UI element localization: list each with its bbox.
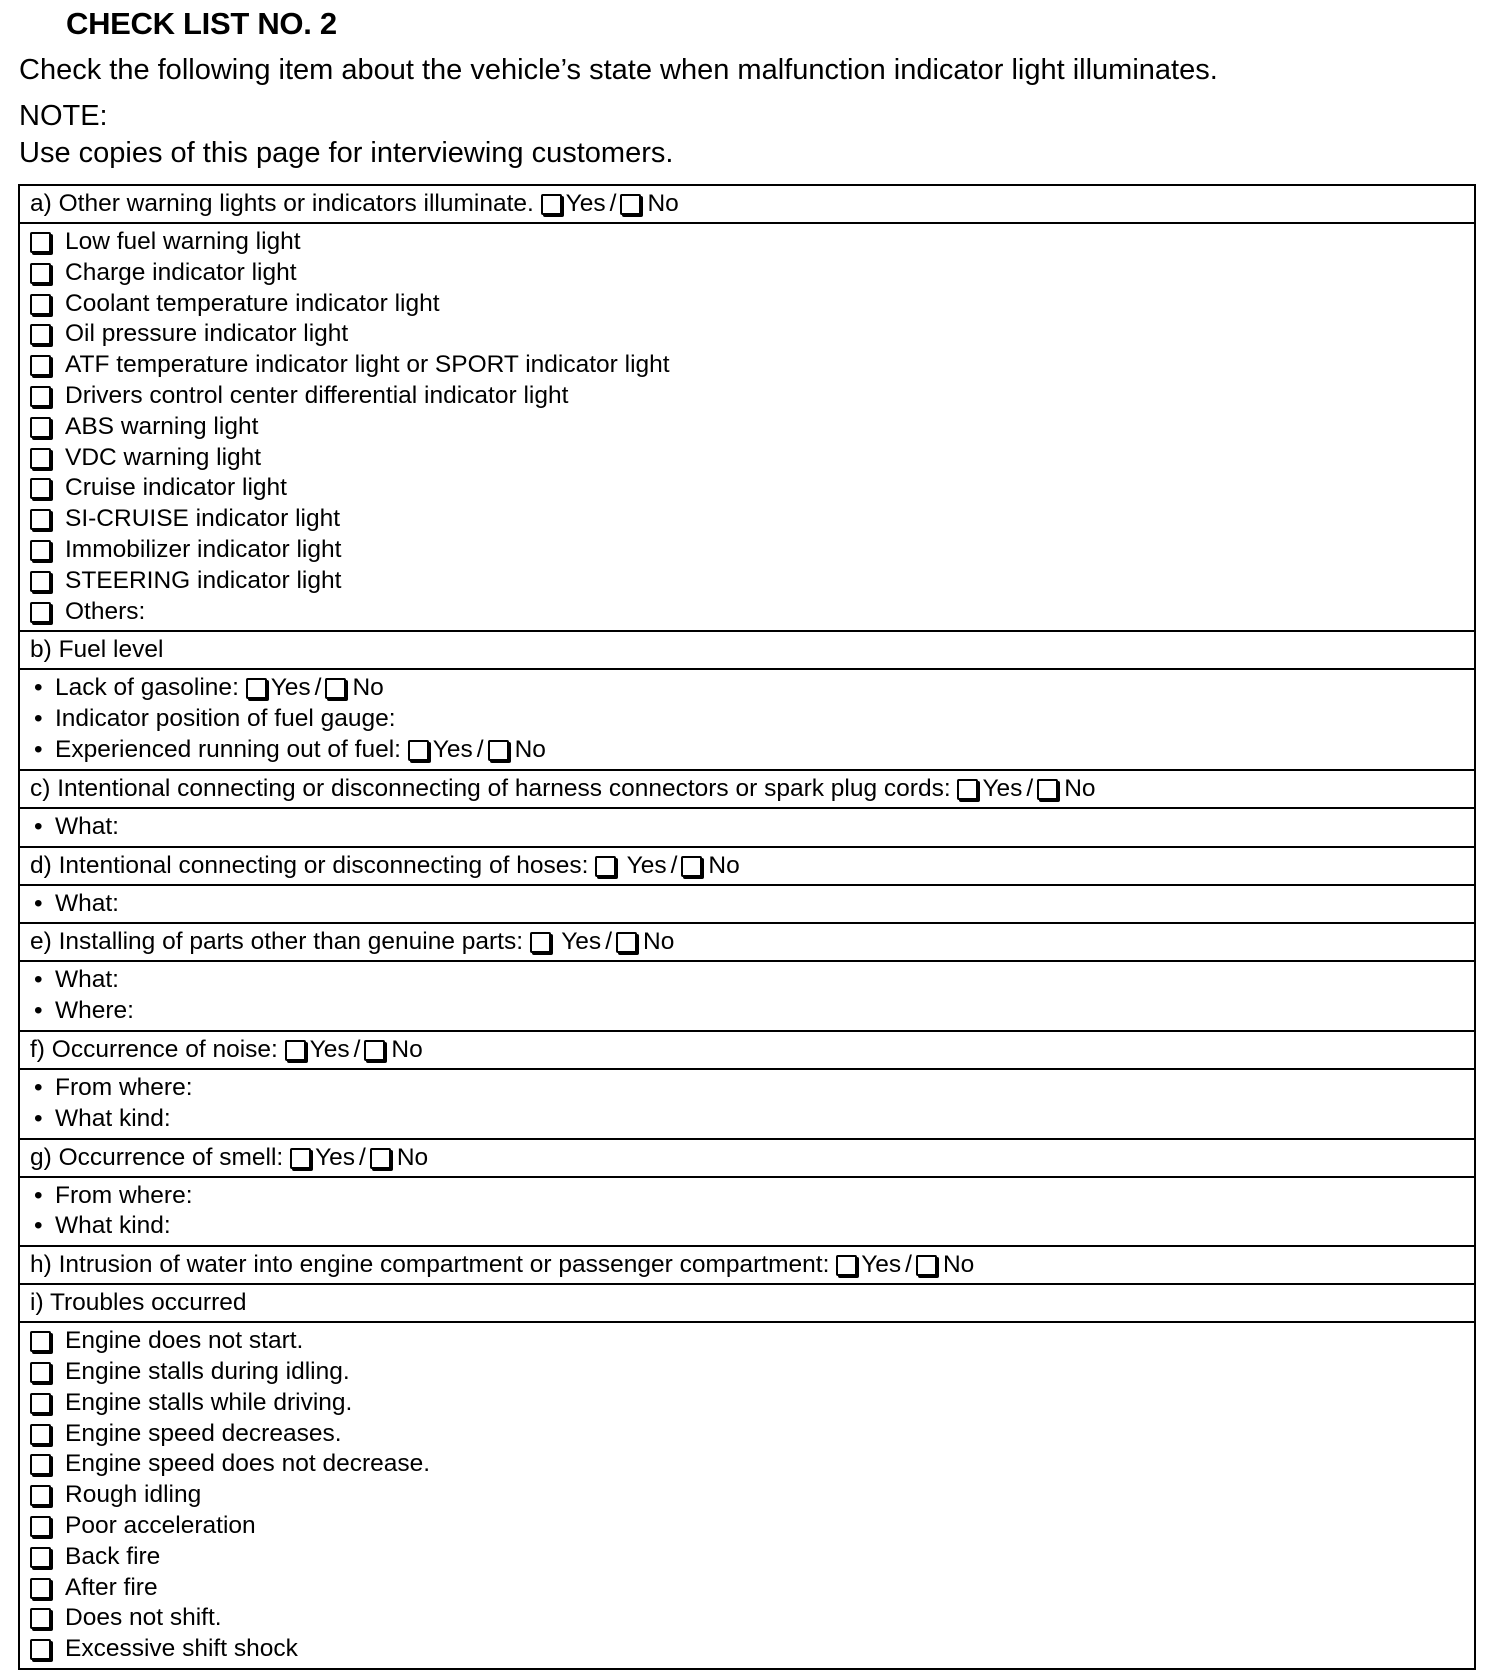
checklist-form (18, 184, 1476, 1670)
item-label: Experienced running out of fuel: (55, 735, 401, 763)
item-label: STEERING indicator light (65, 566, 342, 594)
list-item (30, 1542, 1464, 1573)
section-a-title: a) Other warning lights or indicators illuminate. (30, 190, 534, 217)
item-label: Does not shift. (65, 1604, 222, 1632)
bullet-icon: • (34, 1104, 43, 1132)
bullet-icon: • (34, 889, 43, 917)
section-f-header: f) Occurrence of noise: Yes / No (20, 1032, 1474, 1070)
bullet-icon: • (34, 1212, 43, 1240)
list-item (30, 1388, 1464, 1419)
list-item (30, 1449, 1464, 1480)
item-label: Poor acceleration (65, 1511, 256, 1539)
item-label: What kind: (55, 1104, 171, 1132)
item-label: SI-CRUISE indicator light (65, 505, 341, 533)
yes-label: Yes (982, 774, 1023, 802)
section-h-yes-checkbox[interactable] (836, 1255, 857, 1276)
list-item (30, 812, 1464, 843)
no-label: No (643, 928, 675, 956)
section-a-list (20, 224, 1474, 632)
section-h-no-checkbox[interactable] (916, 1255, 937, 1276)
no-label: No (352, 674, 384, 702)
bullet-icon: • (34, 674, 43, 702)
no-label: No (708, 851, 740, 879)
section-i-title: i) Troubles occurred (30, 1289, 247, 1317)
section-c-no-checkbox[interactable] (1037, 779, 1058, 800)
checkbox[interactable] (30, 1331, 51, 1352)
section-f-no-checkbox[interactable] (364, 1040, 385, 1061)
yes-label: Yes (565, 190, 606, 217)
list-item (30, 504, 1464, 535)
checkbox[interactable] (30, 448, 51, 469)
section-e-header: e) Installing of parts other than genuine parts: Yes / No (20, 924, 1474, 962)
list-item (30, 473, 1464, 504)
section-c-list (20, 809, 1474, 848)
bullet-icon: • (34, 966, 43, 994)
list-item (30, 535, 1464, 566)
list-item (30, 597, 1464, 628)
list-item (30, 289, 1464, 320)
list-item (30, 566, 1464, 597)
no-label: No (647, 190, 679, 217)
note-text: Use copies of this page for interviewing customers. (19, 137, 674, 169)
no-label: No (396, 1143, 429, 1171)
bullet-icon: • (34, 812, 43, 840)
item-label: Engine stalls during idling. (65, 1357, 350, 1385)
list-item (30, 1603, 1464, 1634)
section-c-title: c) Intentional connecting or disconnecting of harness connectors or spark plug cords: (30, 774, 951, 802)
section-g-title: g) Occurrence of smell: (30, 1143, 284, 1171)
item-label: What kind: (55, 1212, 171, 1240)
item-label: Engine does not start. (65, 1327, 304, 1355)
ran-out-yes-checkbox[interactable] (408, 740, 429, 761)
checkbox[interactable] (30, 1547, 51, 1568)
bullet-icon: • (34, 997, 43, 1025)
section-g-no-checkbox[interactable] (370, 1148, 391, 1169)
checkbox[interactable] (30, 232, 51, 253)
section-e-list (20, 962, 1474, 1032)
checkbox[interactable] (30, 1485, 51, 1506)
list-item (30, 1634, 1464, 1665)
list-item (30, 443, 1464, 474)
item-label: From where: (55, 1073, 193, 1101)
item-label: Lack of gasoline: (55, 674, 239, 702)
list-item (30, 1211, 1464, 1242)
item-label: Cruise indicator light (65, 474, 287, 502)
yes-label: Yes (270, 674, 311, 702)
lack-gasoline-yes-checkbox[interactable] (246, 678, 267, 699)
list-item (30, 1511, 1464, 1542)
list-item (30, 996, 1464, 1027)
list-item (30, 319, 1464, 350)
checkbox[interactable] (30, 386, 51, 407)
list-item (30, 965, 1464, 996)
section-h-title: h) Intrusion of water into engine compartment or passenger compartment: (30, 1251, 830, 1279)
item-label: What: (55, 889, 119, 917)
checkbox[interactable] (30, 509, 51, 530)
section-b-header (20, 632, 1474, 670)
section-d-yes-checkbox[interactable] (595, 856, 616, 877)
checkbox[interactable] (30, 1362, 51, 1383)
item-label: Where: (55, 997, 134, 1025)
checkbox[interactable] (30, 1393, 51, 1414)
yes-label: Yes (315, 1143, 356, 1171)
note-label: NOTE: (19, 100, 108, 132)
list-item (30, 1326, 1464, 1357)
bullet-icon: • (34, 1181, 43, 1209)
yes-label: Yes (561, 928, 602, 956)
section-d-no-checkbox[interactable] (681, 856, 702, 877)
section-a-header: a) Other warning lights or indicators illuminate. Yes / No (20, 186, 1474, 224)
list-item (30, 1073, 1464, 1104)
list-item (30, 227, 1464, 258)
item-label: After fire (65, 1573, 158, 1601)
section-f-title: f) Occurrence of noise: (30, 1035, 278, 1063)
section-i-header (20, 1285, 1474, 1323)
item-label: Engine speed does not decrease. (65, 1450, 431, 1478)
item-label: Back fire (65, 1542, 161, 1570)
checkbox[interactable] (30, 417, 51, 438)
item-label: VDC warning light (65, 443, 262, 471)
list-item (30, 1181, 1464, 1212)
list-item: • Experienced running out of fuel: Yes / No (30, 735, 1464, 766)
list-item (30, 381, 1464, 412)
checkbox[interactable] (30, 602, 51, 623)
checkbox[interactable] (30, 1608, 51, 1629)
bullet-icon: • (34, 705, 43, 733)
yes-label: Yes (432, 735, 473, 763)
section-h-header: h) Intrusion of water into engine compartment or passenger compartment: Yes / No (20, 1247, 1474, 1285)
bullet-icon: • (34, 1073, 43, 1101)
item-label: From where: (55, 1181, 193, 1209)
section-e-no-checkbox[interactable] (616, 932, 637, 953)
list-item (30, 412, 1464, 443)
section-d-title: d) Intentional connecting or disconnecting of hoses: (30, 851, 589, 879)
bullet-icon: • (34, 735, 43, 763)
checkbox[interactable] (30, 324, 51, 345)
item-label: Charge indicator light (65, 258, 297, 286)
item-label: Others: (65, 597, 146, 625)
item-label: Engine speed decreases. (65, 1419, 342, 1447)
checkbox[interactable] (30, 355, 51, 376)
list-item (30, 1104, 1464, 1135)
ran-out-no-checkbox[interactable] (488, 740, 509, 761)
checkbox[interactable] (30, 294, 51, 315)
page-title: CHECK LIST NO. 2 (66, 6, 337, 41)
item-label: Oil pressure indicator light (65, 320, 349, 348)
section-a-yes-checkbox[interactable] (541, 194, 562, 215)
item-label: Drivers control center differential indicator light (65, 381, 569, 409)
item-label: Low fuel warning light (65, 228, 301, 255)
list-item (30, 350, 1464, 381)
list-item (30, 889, 1464, 920)
no-label: No (942, 1251, 975, 1279)
section-b-title: b) Fuel level (30, 636, 164, 664)
item-label: Coolant temperature indicator light (65, 289, 440, 317)
list-item (30, 704, 1464, 735)
section-e-title: e) Installing of parts other than genuine parts: (30, 928, 524, 956)
checkbox[interactable] (30, 1454, 51, 1475)
yes-label: Yes (626, 851, 667, 879)
item-label: Indicator position of fuel gauge: (55, 705, 396, 733)
checkbox[interactable] (30, 1516, 51, 1537)
item-label: What: (55, 812, 119, 840)
checkbox[interactable] (30, 571, 51, 592)
section-g-list (20, 1178, 1474, 1248)
item-label: ABS warning light (65, 412, 259, 440)
list-item: • Lack of gasoline: Yes / No (30, 673, 1464, 704)
section-b-list (20, 670, 1474, 770)
list-item (30, 1480, 1464, 1511)
checkbox[interactable] (30, 1578, 51, 1599)
no-label: No (391, 1035, 423, 1063)
section-i-list (20, 1323, 1474, 1668)
section-d-header: d) Intentional connecting or disconnecting of hoses: Yes / No (20, 848, 1474, 886)
section-f-yes-checkbox[interactable] (285, 1040, 306, 1061)
checkbox[interactable] (30, 1639, 51, 1660)
no-label: No (1064, 774, 1096, 802)
list-item (30, 1573, 1464, 1604)
section-g-header: g) Occurrence of smell: Yes / No (20, 1140, 1474, 1178)
checkbox[interactable] (30, 263, 51, 284)
item-label: Immobilizer indicator light (65, 535, 342, 563)
no-label: No (514, 735, 546, 763)
yes-label: Yes (861, 1251, 902, 1279)
intro-text: Check the following item about the vehicle’s state when malfunction indicator light illuminates. (19, 54, 1218, 86)
section-f-list (20, 1070, 1474, 1140)
list-item (30, 258, 1464, 289)
section-a-no-checkbox[interactable] (620, 194, 641, 215)
item-label: Rough idling (65, 1481, 202, 1509)
item-label: ATF temperature indicator light or SPORT indicator light (65, 351, 670, 379)
item-label: What: (55, 966, 119, 994)
list-item (30, 1419, 1464, 1450)
checkbox[interactable] (30, 478, 51, 499)
section-g-yes-checkbox[interactable] (290, 1148, 311, 1169)
lack-gasoline-no-checkbox[interactable] (325, 678, 346, 699)
section-e-yes-checkbox[interactable] (530, 932, 551, 953)
list-item (30, 1357, 1464, 1388)
yes-label: Yes (309, 1035, 350, 1063)
section-c-yes-checkbox[interactable] (957, 779, 978, 800)
section-c-header: c) Intentional connecting or disconnecting of harness connectors or spark plug cords: Yes / No (20, 771, 1474, 809)
item-label: Excessive shift shock (65, 1635, 298, 1663)
item-label: Engine stalls while driving. (65, 1388, 353, 1416)
section-d-list (20, 886, 1474, 925)
checkbox[interactable] (30, 1424, 51, 1445)
checkbox[interactable] (30, 540, 51, 561)
